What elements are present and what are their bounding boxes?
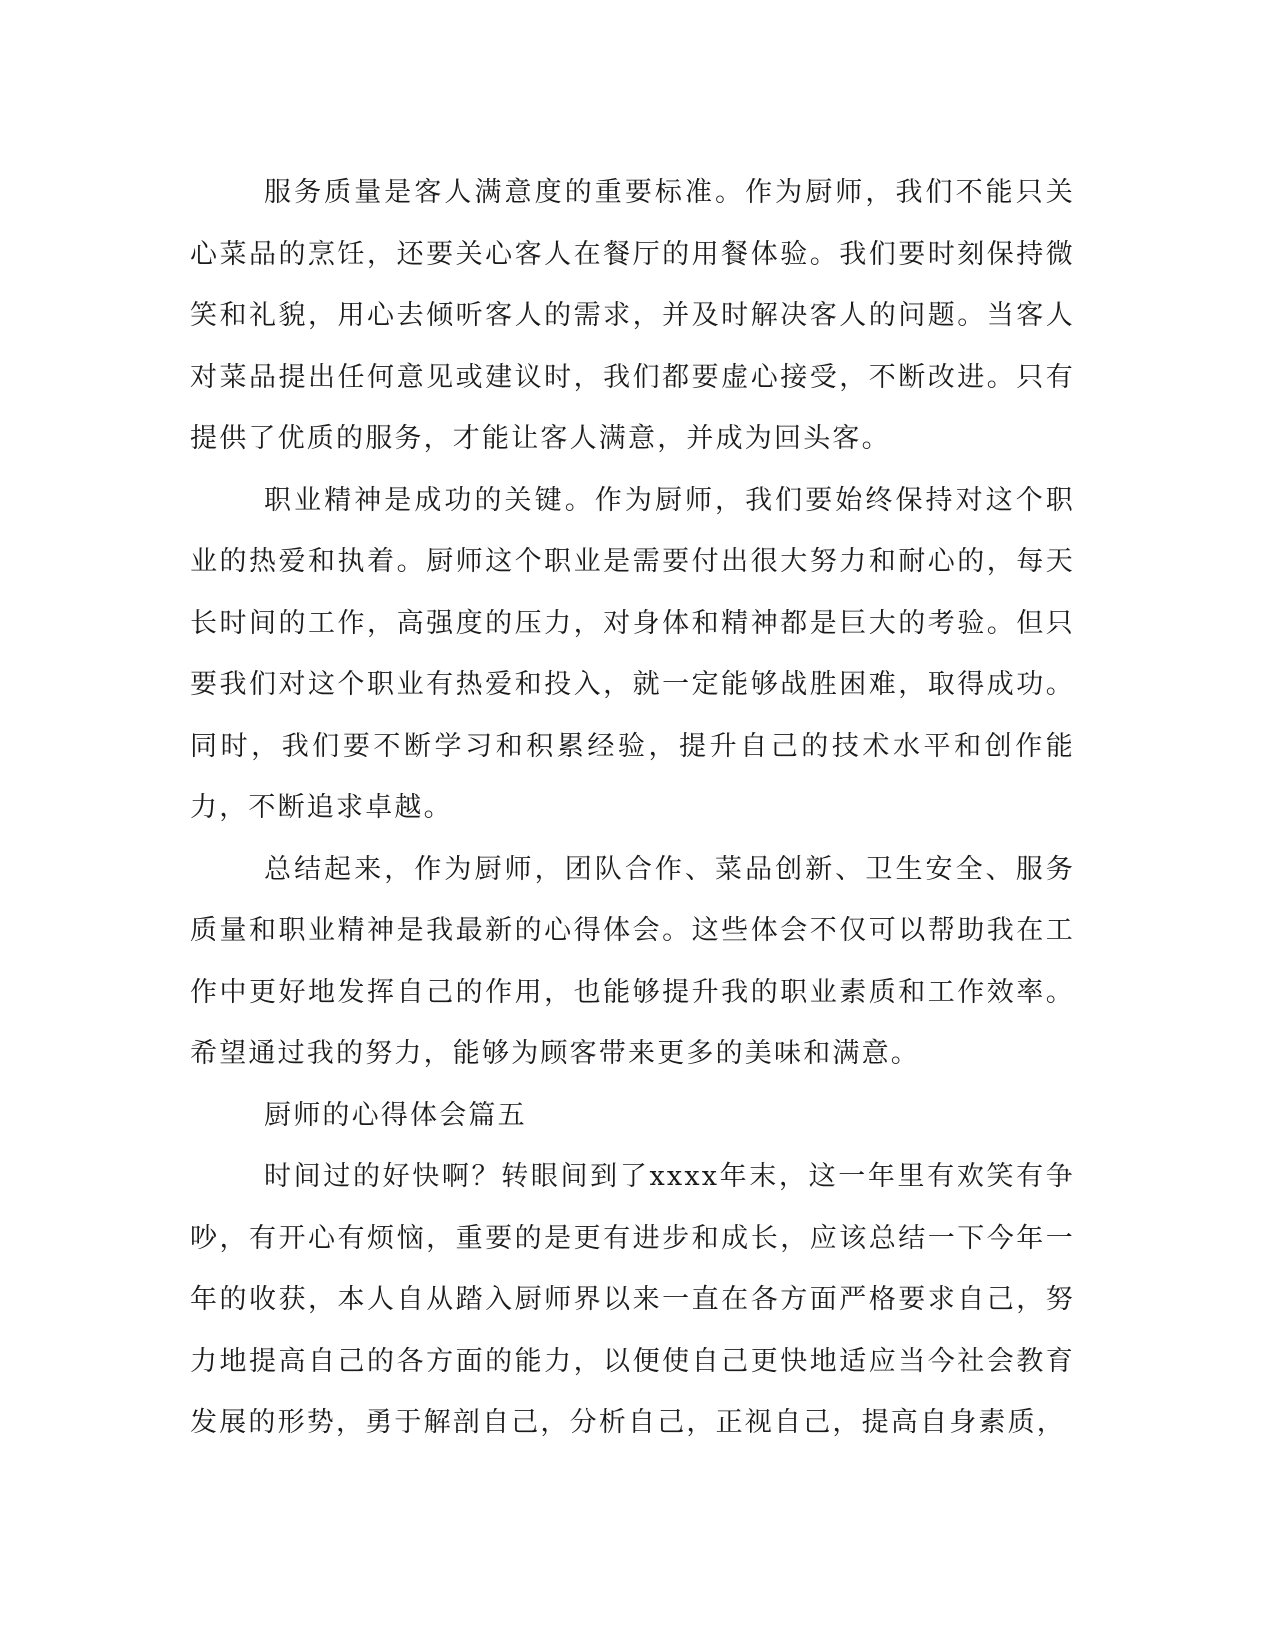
section-heading: 厨师的心得体会篇五 (264, 1099, 527, 1131)
paragraph-professional-spirit: 职业精神是成功的关键。作为厨师，我们要始终保持对这个职业的热爱和执着。厨师这个职业是需要付出很大努力和耐心的，每天长时间的工作，高强度的压力，对身体和精神都是巨大的考验。但只要我们对这个职业有热爱和投入，就一定能够战胜困难，取得成功。同时，我们要不断学习和积累经验，提升自己的技术水平和创作能力，不断追求卓越。 (190, 484, 1075, 823)
paragraph-service-quality: 服务质量是客人满意度的重要标准。作为厨师，我们不能只关心菜品的烹饪，还要关心客人在餐厅的用餐体验。我们要时刻保持微笑和礼貌，用心去倾听客人的需求，并及时解决客人的问题。当客人对菜品提出任何意见或建议时，我们都要虚心接受，不断改进。只有提供了优质的服务，才能让客人满意，并成为回头客。 (190, 177, 1075, 454)
paragraph-year-end: 时间过的好快啊？转眼间到了xxxx年末，这一年里有欢笑有争吵，有开心有烦恼，重要的是更有进步和成长，应该总结一下今年一年的收获，本人自从踏入厨师界以来一直在各方面严格要求自己，努力地提高自己的各方面的能力，以便使自己更快地适应当今社会教育发展的形势，勇于解剖自己，分析自己，正视自己，提高自身素质， (190, 1161, 1075, 1438)
document-body (190, 162, 1075, 1454)
paragraph-summary: 总结起来，作为厨师，团队合作、菜品创新、卫生安全、服务质量和职业精神是我最新的心得体会。这些体会不仅可以帮助我在工作中更好地发挥自己的作用，也能够提升我的职业素质和工作效率。希望通过我的努力，能够为顾客带来更多的美味和满意。 (190, 853, 1075, 1069)
